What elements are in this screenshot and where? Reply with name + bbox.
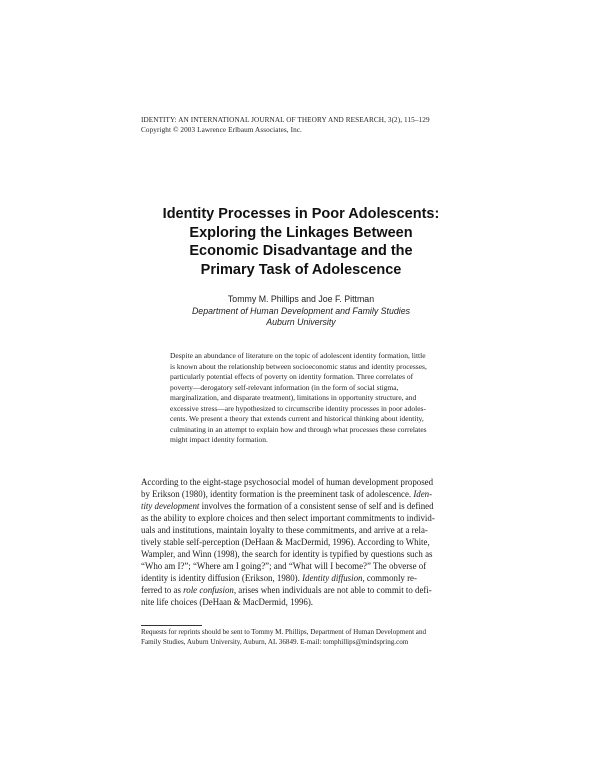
article-title — [120, 205, 482, 279]
footnote-line: Family Studies, Auburn University, Auburn, AL 36849. E-mail: tomphillips@mindspring.com — [141, 638, 409, 646]
title-line: Primary Task of Adolescence — [200, 261, 402, 278]
author-institution: Auburn University — [266, 317, 336, 327]
body-line — [141, 584, 461, 596]
body-line: as the ability to explore choices and then select important commitments to individ- — [141, 513, 435, 524]
footnote-line: Requests for reprints should be sent to Tommy M. Phillips, Department of Human Development and — [141, 628, 427, 636]
body-line: “Who am I?”; “Where am I going?”; and “What will I become?” The obverse of — [141, 561, 427, 572]
body-italic-run: Iden- — [413, 489, 433, 500]
body-text-run: arises when individuals are not able to commit to defi- — [238, 585, 432, 596]
abstract-line: culminating in an attempt to explain how and through what processes these correlates — [170, 424, 427, 434]
title-line: Identity Processes in Poor Adolescents: — [162, 206, 440, 222]
body-text-run: ferred to as — [141, 585, 181, 596]
abstract-line: Despite an abundance of literature on the topic of adolescent identity formation, little — [170, 351, 426, 360]
body-line — [141, 500, 461, 512]
copyright-notice: Copyright © 2003 Lawrence Erlbaum Associates, Inc. — [141, 126, 302, 134]
body-line — [141, 572, 461, 584]
body-line: Wampler, and Winn (1998), the search for identity is typified by questions such as — [141, 549, 433, 560]
footnote-divider — [141, 625, 202, 626]
abstract-line: marginalization, and disparate treatment), limitations in opportunity structure, and — [170, 393, 417, 403]
body-line: tively stable self-perception (DeHaan & MacDermid, 1996). According to White, — [141, 537, 430, 548]
abstract — [170, 351, 458, 446]
author-names: Tommy M. Phillips and Joe F. Pittman — [227, 294, 375, 304]
body-line — [141, 488, 461, 500]
body-text-run: by Erikson (1980), identity formation is the preeminent task of adolescence. — [141, 489, 412, 500]
abstract-line: excessive stress—are hypothesized to circumscribe identity processes in poor adoles- — [170, 403, 426, 413]
abstract-line: cents. We present a theory that extends current and historical thinking about identity, — [170, 414, 424, 424]
author-department: Department of Human Development and Family Studies — [191, 305, 411, 316]
running-header — [141, 115, 430, 135]
body-line: uals and institutions, maintain loyalty to these commitments, and arrive at a rela- — [141, 525, 428, 536]
body-paragraph — [141, 476, 461, 609]
body-text-run: identity is identity diffusion (Erikson, 1980). — [141, 573, 300, 584]
body-text-run: involves the formation of a consistent sense of self and is defined — [201, 501, 434, 512]
body-line: According to the eight-stage psychosocial model of human development proposed — [141, 477, 434, 487]
footnote — [141, 627, 426, 647]
body-italic-run: role confusion, — [183, 585, 237, 596]
title-line: Exploring the Linkages Between — [189, 224, 413, 241]
abstract-line: particularly potential effects of poverty on identity formation. Three correlates of — [170, 372, 414, 382]
author-block — [120, 294, 482, 329]
abstract-line: is known about the relationship between socioeconomic status and identity processes, — [170, 361, 427, 371]
body-text-run: commonly re- — [366, 573, 417, 584]
journal-citation: IDENTITY: AN INTERNATIONAL JOURNAL OF THEORY AND RESEARCH, 3(2), 115–129 — [141, 116, 430, 124]
body-italic-run: tity development — [141, 501, 200, 512]
title-line: Economic Disadvantage and the — [189, 243, 413, 259]
body-line: nite life choices (DeHaan & MacDermid, 1996). — [141, 597, 314, 608]
abstract-line: might impact identity formation. — [170, 435, 268, 445]
abstract-line: poverty—derogatory self-relevant information (in the form of social stigma, — [170, 382, 399, 392]
body-italic-run: Identity diffusion, — [302, 573, 365, 584]
